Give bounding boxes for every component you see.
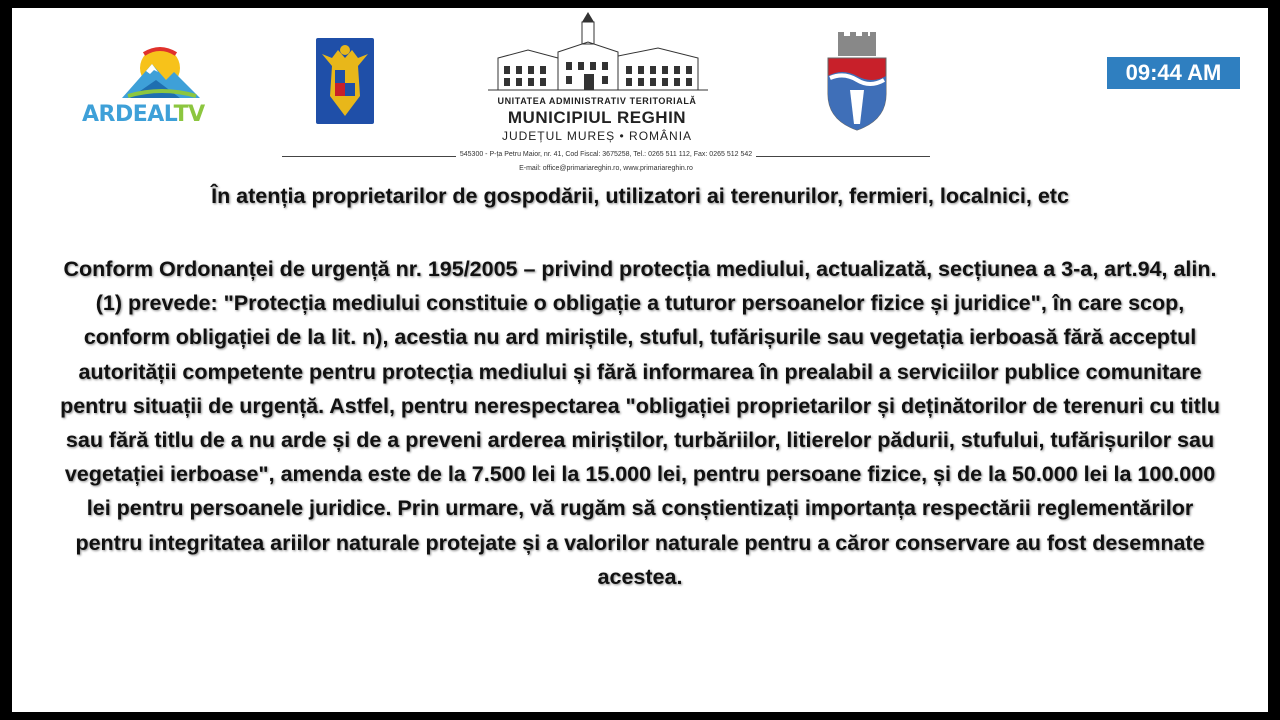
clock-display: 09:44 AM [1107,57,1240,89]
mountain-sun-icon [82,44,232,104]
ardeal-tv-logo [82,44,232,128]
logo-text-tv: TV [173,102,205,127]
ardeal-tv-wordmark [82,102,205,127]
letterhead-address: 545300 - P-ța Petru Maior, nr. 41, Cod Fiscal: 3675258, Tel.: 0265 511 112, Fax: 0265 512 542 [456,151,756,158]
logo-text-ardeal: ARDEAL [82,102,174,127]
romania-coat-of-arms-icon [314,36,376,126]
letterhead-line3: JUDEȚUL MUREȘ • ROMÂNIA [501,129,693,143]
letterhead-title [442,96,752,143]
town-hall-illustration [488,12,708,96]
broadcast-frame [12,8,1268,712]
notice-body: Conform Ordonanței de urgență nr. 195/2005 – privind protecția mediului, actualizată, secțiunea a 3-a, art.94, alin.(1) prevede: "Protecția mediului constituie o obligație a tuturor persoanelor fizice și juridice", în care scop, conform obligației de la lit. n), acestia nu ard miriștile, stuful, tufărișurile sau vegetația ierboasă fără acceptul autorității competente pentru protecția mediului și fără informarea în prealabil a serviciilor publice comunitare pentru situații de urgență. Astfel, pentru nerespectarea "obligației proprietarilor și deținătorilor de terenuri cu titlu sau fără titlu de a nu arde și de a preveni arderea miriștilor, turbăriilor, litierelor pădurii, stufului, tufărișurilor sau vegetației ierboase", amenda este de la 7.500 lei la 15.000 lei, pentru persoane fizice, și de la 50.000 lei la 100.000 lei pentru persoanele juridice. Prin urmare, vă rugăm să conștientizați importanța respectării reglementărilor pentru integritatea ariilor naturale protejate și a valorilor naturale pentru a căror conservare au fost desemnate acestea. [60,257,1220,589]
letterhead-line1: UNITATEA ADMINISTRATIV TERITORIALĂ [497,96,697,106]
reghin-coat-of-arms-icon [824,32,890,132]
notice-heading: În atenția proprietarilor de gospodării, utilizatori ai terenurilor, fermieri, localnici, etc [211,184,1069,208]
letterhead-email: E-mail: office@primariareghin.ro, www.primariareghin.ro [519,165,693,172]
letterhead-address-wrap [282,151,930,158]
letterhead-line2: MUNICIPIUL REGHIN [507,108,687,127]
